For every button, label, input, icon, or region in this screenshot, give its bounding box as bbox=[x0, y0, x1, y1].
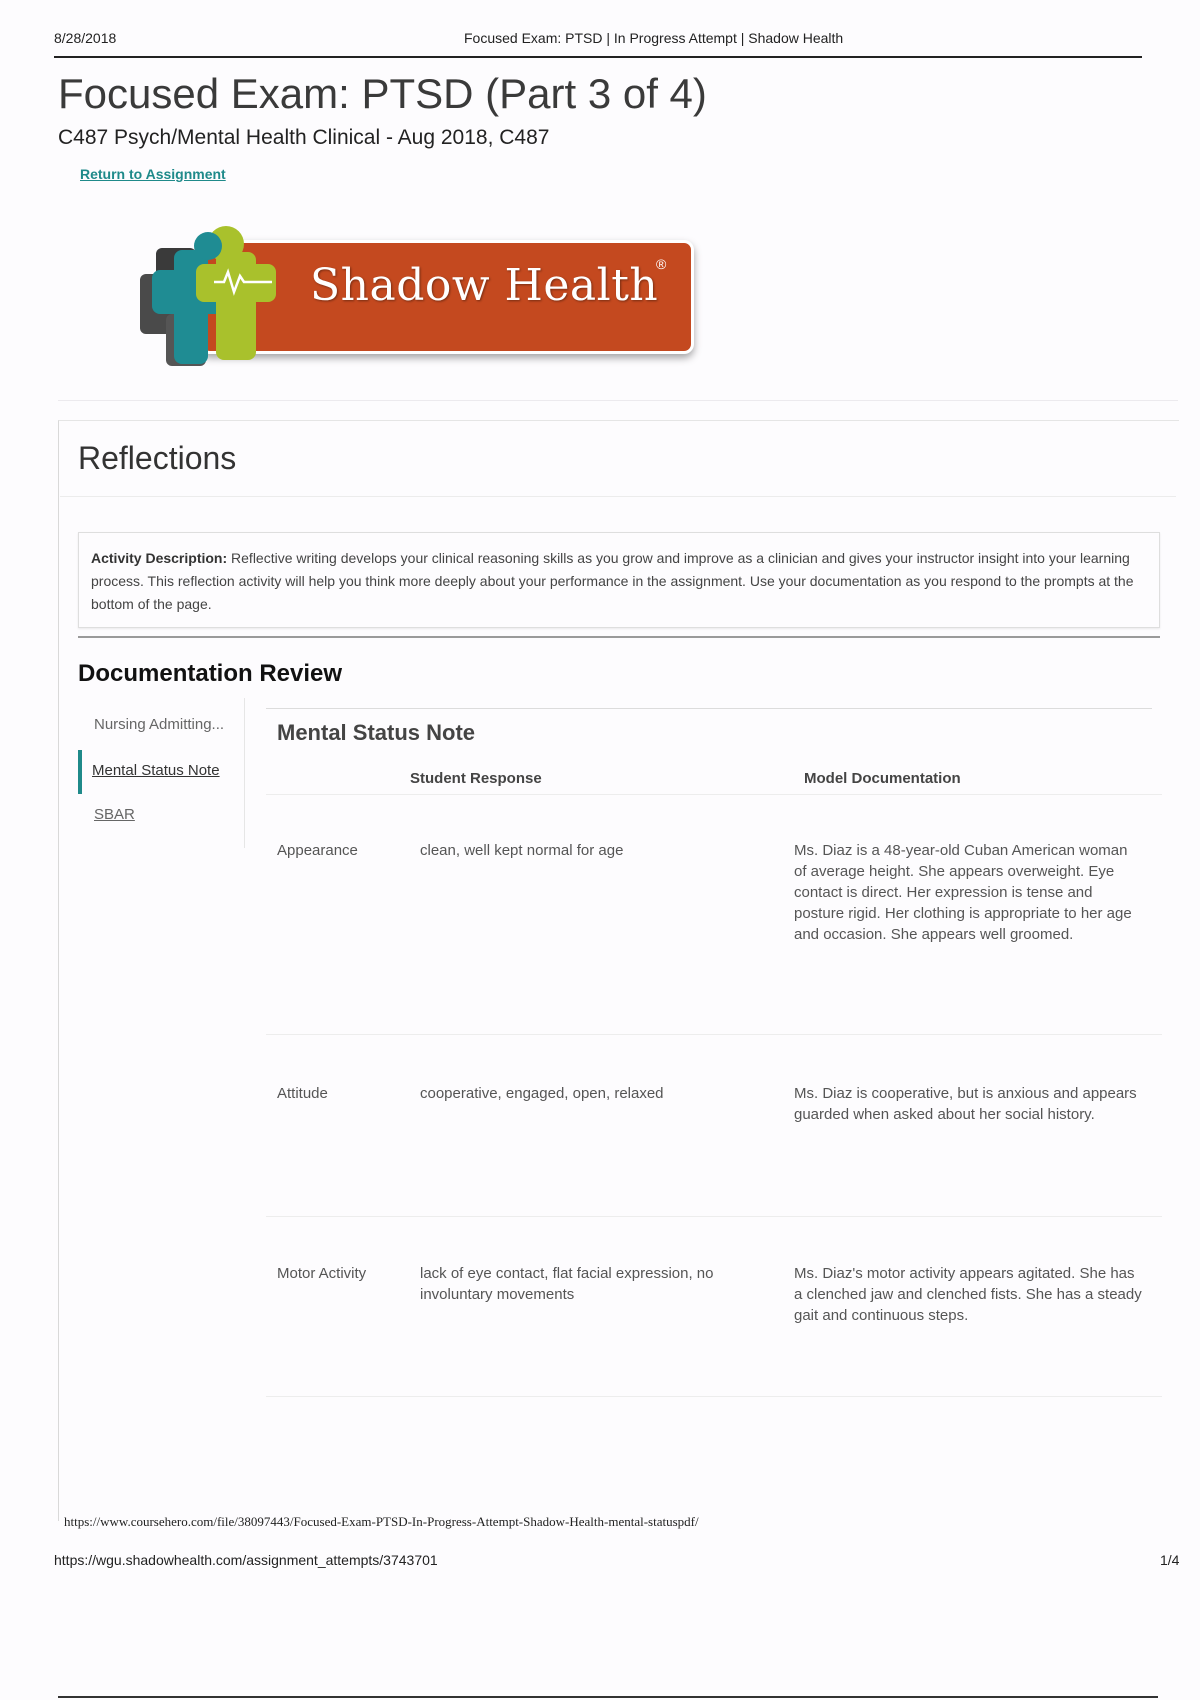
print-date: 8/28/2018 bbox=[54, 30, 117, 46]
row-label-attitude: Attitude bbox=[277, 1085, 328, 1102]
header-row-divider bbox=[266, 794, 1162, 795]
active-nav-indicator bbox=[78, 750, 82, 794]
model-documentation-attitude: Ms. Diaz is cooperative, but is anxious and appears guarded when asked about her social history. bbox=[794, 1085, 1137, 1123]
student-response-motor-activity: lack of eye contact, flat facial expression, no involuntary movements bbox=[420, 1265, 714, 1303]
documentation-divider bbox=[78, 636, 1160, 638]
row-label-appearance: Appearance bbox=[277, 842, 358, 859]
row-divider bbox=[266, 1034, 1162, 1035]
student-response-appearance: clean, well kept normal for age bbox=[420, 842, 624, 859]
activity-description-text: Reflective writing develops your clinical reasoning skills as you grow and improve as a clinician and gives your instructor insight into your learning process. This reflection activity will help you think more deeply about your performance in the assignment. Use your documentation as you respond to the prompts at the bottom of the page. bbox=[91, 550, 1134, 612]
reflections-heading: Reflections bbox=[78, 440, 237, 476]
row-divider bbox=[266, 1216, 1162, 1217]
row-label-motor-activity: Motor Activity bbox=[277, 1265, 367, 1282]
logo-figures-icon bbox=[126, 218, 326, 368]
print-title: Focused Exam: PTSD | In Progress Attempt | Shadow Health bbox=[464, 30, 844, 46]
reflections-divider bbox=[60, 496, 1176, 497]
model-documentation-motor-activity: Ms. Diaz's motor activity appears agitated. She has a clenched jaw and clenched fists. She has a steady gait and continuous steps. bbox=[794, 1265, 1142, 1324]
page-title: Focused Exam: PTSD (Part 3 of 4) bbox=[58, 70, 707, 117]
documentation-review-heading: Documentation Review bbox=[78, 660, 343, 687]
nav-nursing-admitting[interactable]: Nursing Admitting... bbox=[94, 716, 225, 733]
header-divider bbox=[54, 56, 1142, 58]
nav-mental-status-note[interactable]: Mental Status Note bbox=[92, 762, 220, 779]
nav-sbar[interactable]: SBAR bbox=[94, 806, 135, 823]
note-top-divider bbox=[266, 708, 1152, 709]
column-header-model-documentation: Model Documentation bbox=[804, 770, 961, 787]
page-number: 1/4 bbox=[1160, 1552, 1180, 1568]
logo-text: Shadow Health bbox=[310, 260, 659, 311]
shadow-health-logo bbox=[126, 218, 694, 368]
student-response-attitude: cooperative, engaged, open, relaxed bbox=[420, 1085, 664, 1102]
column-header-student-response: Student Response bbox=[410, 770, 542, 787]
row-divider bbox=[266, 1396, 1162, 1397]
return-to-assignment-link[interactable]: Return to Assignment bbox=[80, 166, 226, 182]
mental-status-note-heading: Mental Status Note bbox=[277, 720, 476, 745]
registered-mark: ® bbox=[656, 256, 667, 272]
section-divider bbox=[58, 400, 1178, 401]
page-url: https://wgu.shadowhealth.com/assignment_attempts/3743701 bbox=[54, 1552, 438, 1568]
documentation-side-nav bbox=[78, 698, 245, 848]
model-documentation-appearance: Ms. Diaz is a 48-year-old Cuban American woman of average height. She appears overweight. Eye contact is direct. Her expression is tense and posture rigid. Her clothing is appropriate to her age and occasion. She appears well groomed. bbox=[794, 842, 1132, 943]
activity-description-label: Activity Description: bbox=[91, 550, 228, 566]
source-link[interactable]: https://www.coursehero.com/file/38097443/Focused-Exam-PTSD-In-Progress-Attempt-Shadow-Health-mental-statuspdf/ bbox=[64, 1514, 699, 1529]
course-name: C487 Psych/Mental Health Clinical - Aug 2018, C487 bbox=[58, 126, 550, 149]
bottom-divider bbox=[58, 1696, 1158, 1698]
activity-description-box bbox=[78, 532, 1160, 628]
